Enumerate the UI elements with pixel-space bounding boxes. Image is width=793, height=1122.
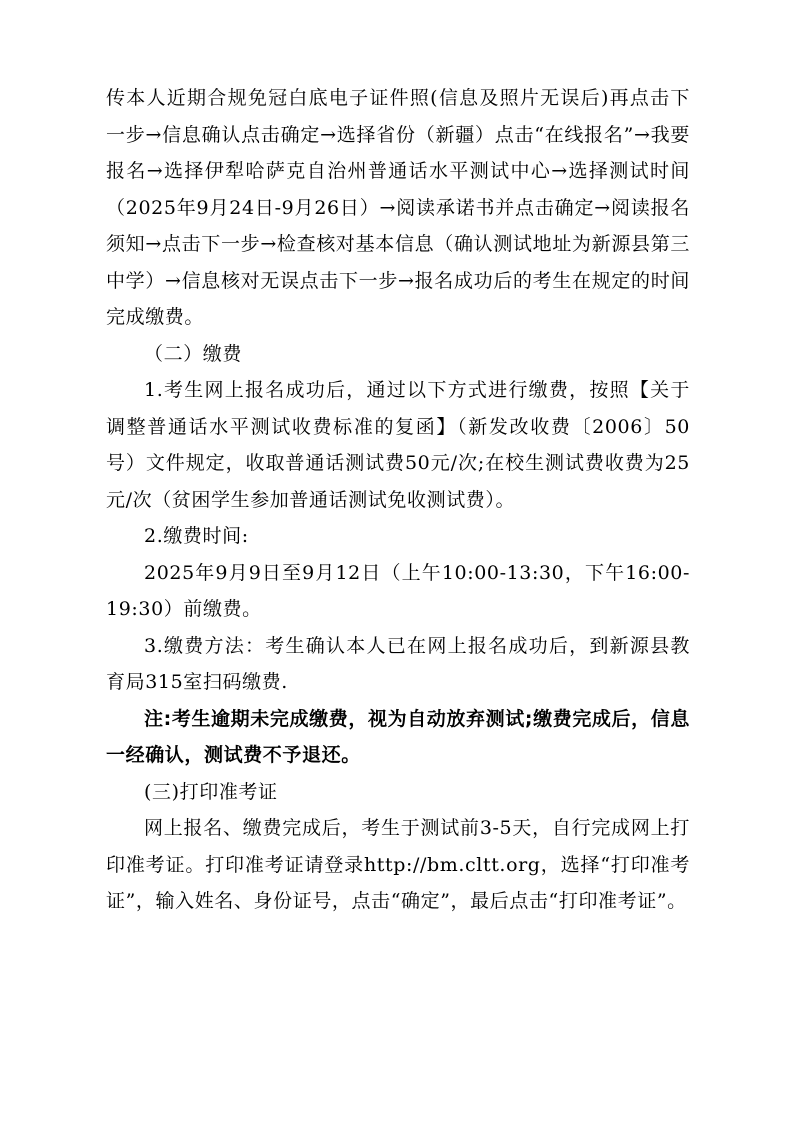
payment-item-3: 3.缴费方法：考生确认本人已在网上报名成功后，到新源县教育局315室扫码缴费. bbox=[106, 634, 690, 693]
payment-item-2-label: 2.缴费时间: bbox=[144, 525, 249, 547]
continuation-paragraph: 传本人近期合规免冠白底电子证件照(信息及照片无误后)再点击下一步→信息确认点击确定→选择省份（新疆）点击“在线报名”→我要报名→选择伊犁哈萨克自治州普通话水平测试中心→选择测试时间（2025年9月24日-9月26日）→阅读承诺书并点击确定→阅读报名须知→点击下一步→检查核对基本信息（确认测试地址为新源县第三中学）→信息核对无误点击下一步→报名成功后的考生在规定的时间完成缴费。 bbox=[106, 87, 690, 328]
document-page bbox=[106, 80, 690, 920]
section-heading-payment: （二）缴费 bbox=[144, 342, 243, 365]
section-heading-admission-ticket: (三)打印准考证 bbox=[144, 780, 278, 803]
payment-item-2-time: 2025年9月9日至9月12日（上午10:00-13:30，下午16:00-19:30）前缴费。 bbox=[106, 561, 690, 620]
admission-ticket-paragraph: 网上报名、缴费完成后，考生于测试前3-5天，自行完成网上打印准考证。打印准考证请登录http://bm.cltt.org，选择“打印准考证”，输入姓名、身份证号，点击“确定”，最后点击“打印准考证”。 bbox=[106, 817, 690, 912]
payment-item-1: 1.考生网上报名成功后，通过以下方式进行缴费，按照【关于调整普通话水平测试收费标准的复函】（新发改收费〔2006〕50号）文件规定，收取普通话测试费50元/次;在校生测试费收费为25元/次（贫困学生参加普通话测试免收测试费）。 bbox=[106, 379, 690, 511]
payment-note: 注:考生逾期未完成缴费，视为自动放弃测试;缴费完成后，信息一经确认，测试费不予退还。 bbox=[106, 707, 690, 766]
